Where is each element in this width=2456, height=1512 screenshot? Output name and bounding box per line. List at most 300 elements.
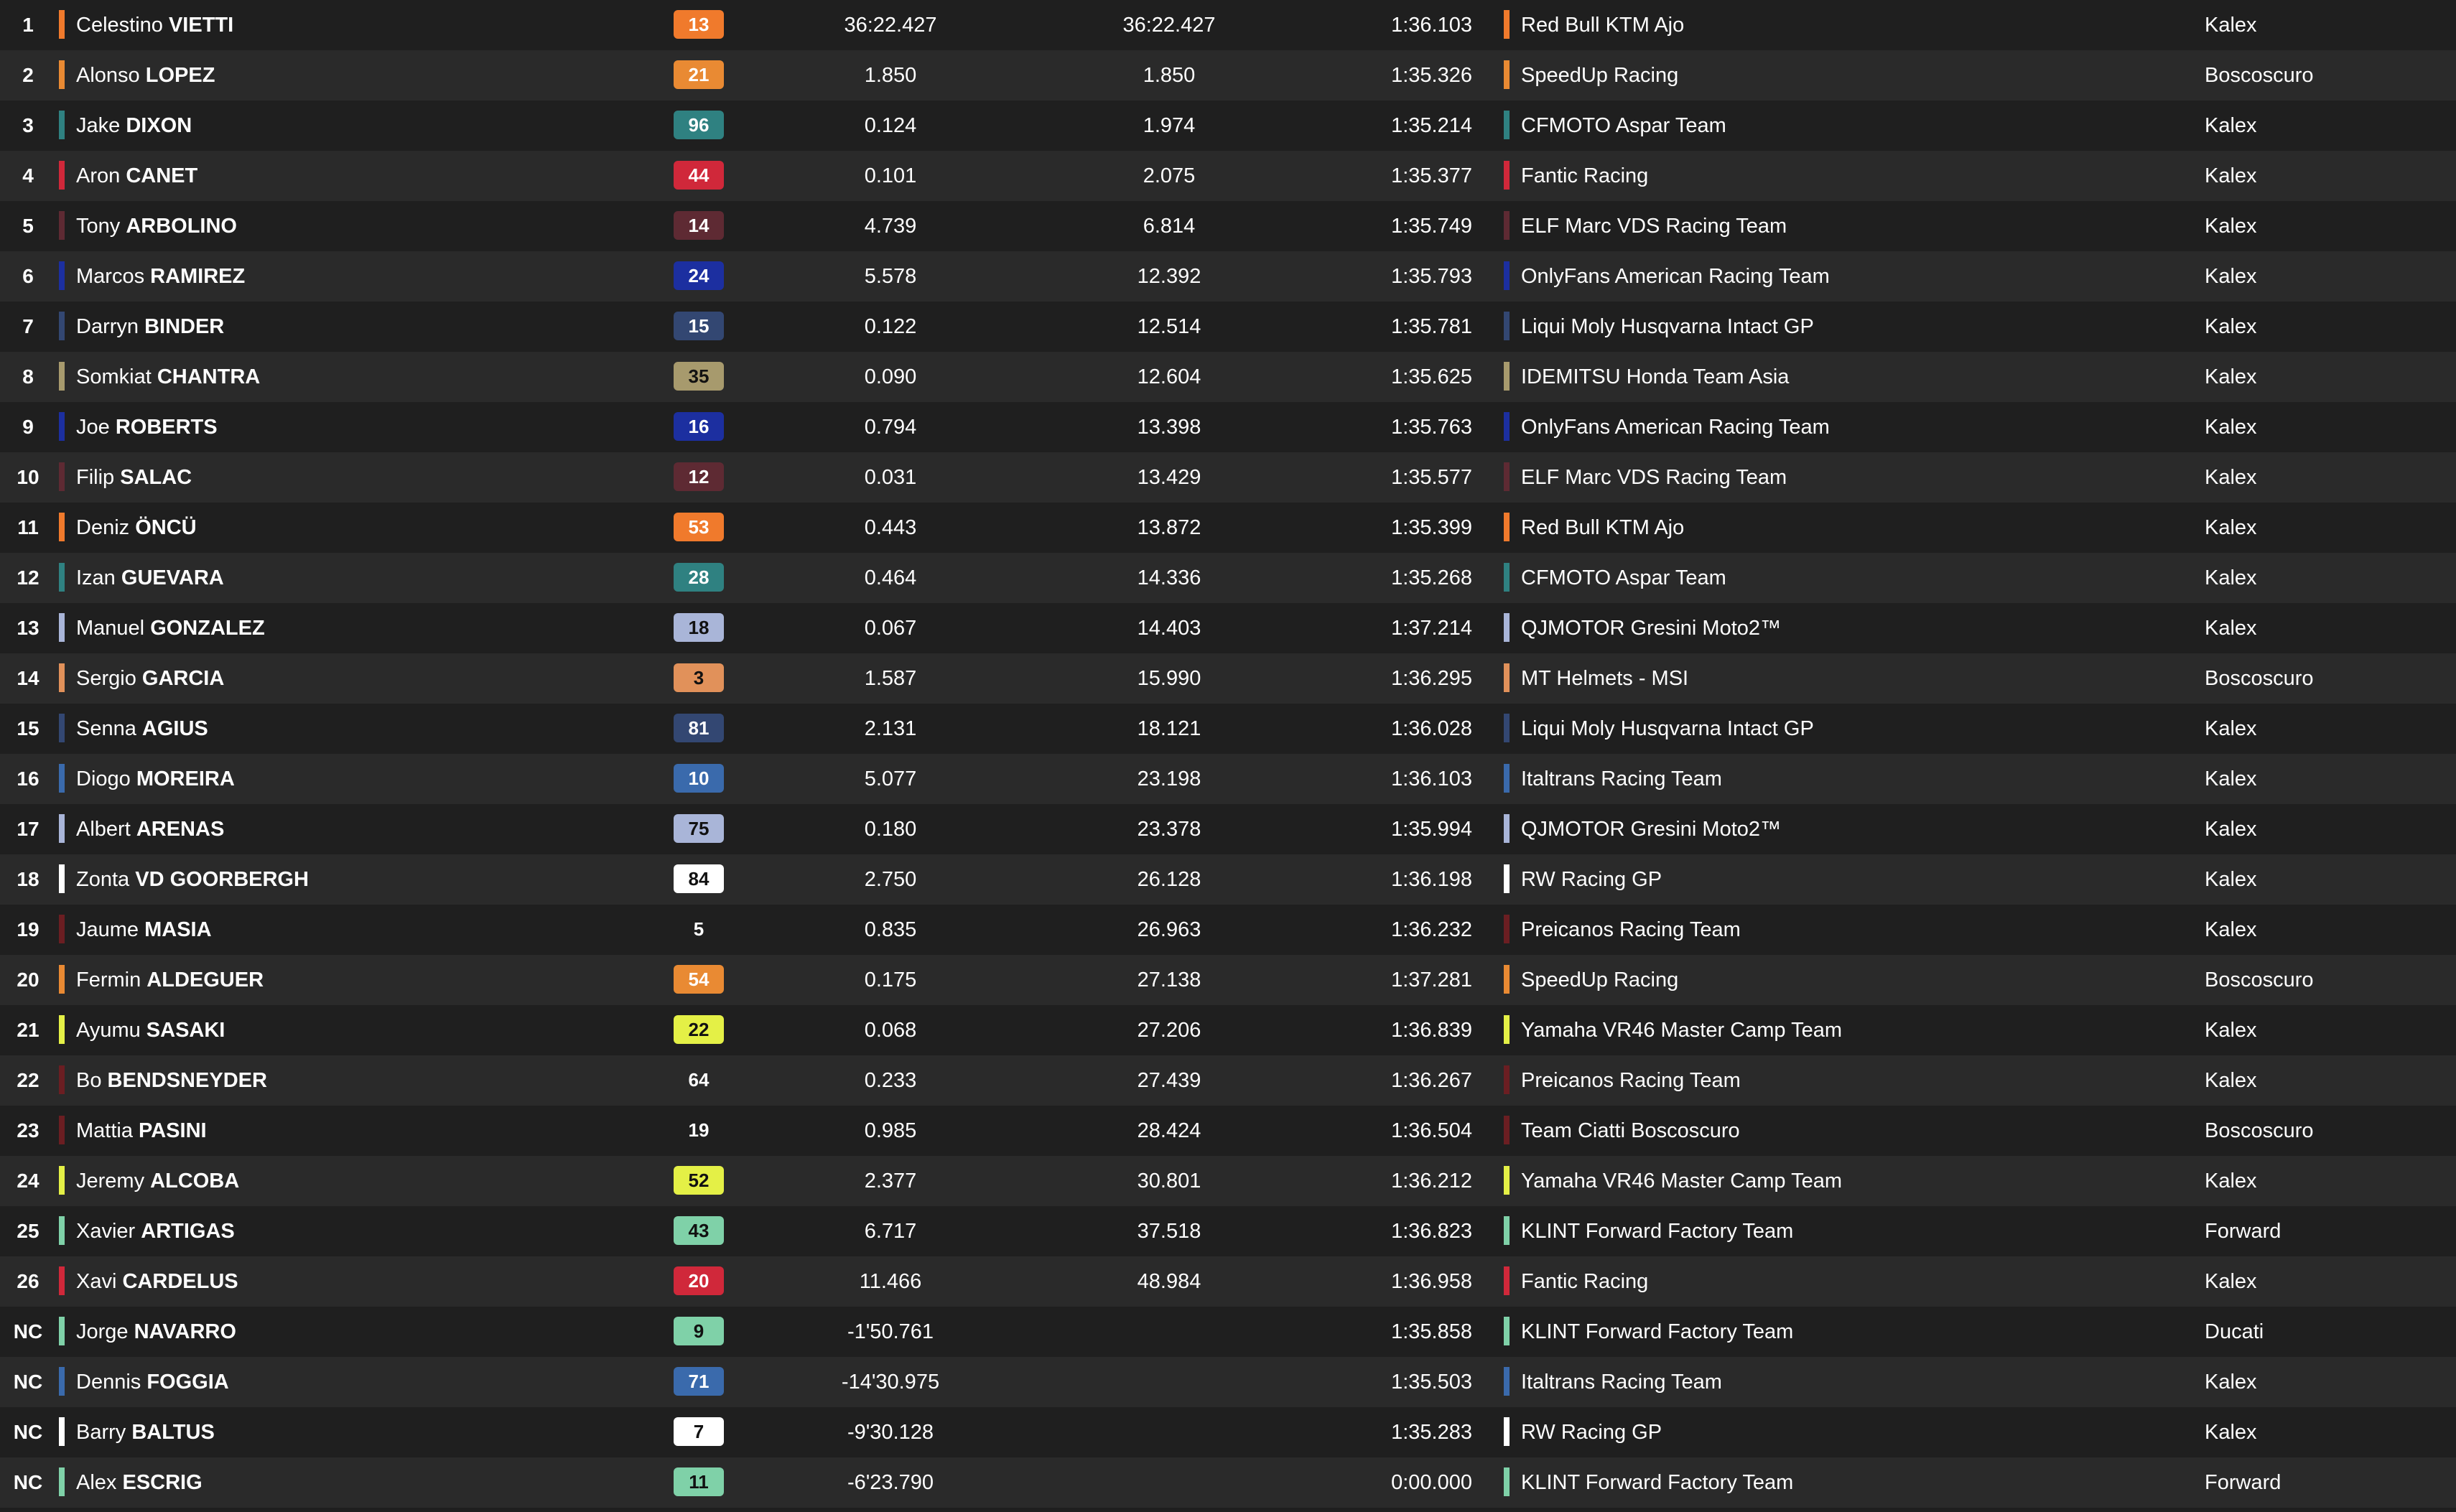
rider-number-badge: 21 (674, 60, 724, 89)
rider-last-name: FOGGIA (146, 1371, 229, 1394)
best-lap: 1:36.103 (1391, 767, 1472, 790)
rider-number-cell (674, 352, 724, 402)
team-label: CFMOTO Aspar Team (1521, 114, 1726, 137)
rider-name[interactable] (59, 1055, 605, 1106)
table-row[interactable] (0, 1005, 2456, 1055)
rider-last-name: ARENAS (136, 818, 225, 841)
rider-number-cell (674, 1106, 724, 1156)
team-label: OnlyFans American Racing Team (1521, 416, 1830, 439)
gap-to-leader (1097, 1457, 1241, 1508)
best-lap: 1:35.214 (1391, 114, 1472, 137)
team-label: SpeedUp Racing (1521, 969, 1679, 991)
team-name[interactable] (1504, 1156, 2179, 1206)
gap-to-previous: -1'50.761 (847, 1320, 934, 1343)
gap-to-previous: 1.850 (864, 64, 917, 87)
constructor: Kalex (2205, 1069, 2257, 1092)
gap-to-previous: 0.122 (864, 315, 917, 338)
team-color-bar (59, 864, 65, 893)
rider-last-name: ALDEGUER (146, 969, 264, 991)
gap-to-previous: 0.068 (864, 1019, 917, 1042)
rider-first-name: Celestino (76, 14, 163, 37)
table-row[interactable] (0, 503, 2456, 553)
team-color-bar (1504, 1116, 1510, 1144)
rider-name[interactable] (59, 955, 605, 1005)
team-color-bar (1504, 1216, 1510, 1245)
rider-name[interactable] (59, 151, 605, 201)
team-name[interactable] (1504, 452, 2179, 503)
constructor: Boscoscuro (2205, 1119, 2314, 1142)
rider-number-badge: 28 (674, 563, 724, 592)
constructor: Kalex (2205, 818, 2257, 841)
gap-to-leader: 23.198 (1137, 767, 1201, 790)
rider-name[interactable] (59, 251, 605, 302)
constructor: Kalex (2205, 516, 2257, 539)
rider-number-cell (674, 553, 724, 603)
team-color-bar (59, 60, 65, 89)
table-row[interactable] (0, 1407, 2456, 1457)
rider-number-badge: 19 (688, 1119, 710, 1142)
gap-to-leader: 12.514 (1137, 315, 1201, 338)
team-color-bar (59, 965, 65, 994)
gap-to-leader: 13.872 (1137, 516, 1201, 539)
team-color-bar (59, 764, 65, 793)
rider-number-badge: 43 (674, 1216, 724, 1245)
table-row[interactable] (0, 0, 2456, 50)
gap-to-previous: 0.101 (864, 164, 917, 187)
gap-to-previous: 2.750 (864, 868, 917, 891)
rider-name[interactable] (59, 754, 605, 804)
team-color-bar (59, 10, 65, 39)
rider-name[interactable] (59, 0, 605, 50)
table-row[interactable] (0, 553, 2456, 603)
position: NC (13, 1320, 43, 1343)
team-label: ELF Marc VDS Racing Team (1521, 466, 1787, 489)
team-color-bar (59, 1015, 65, 1044)
rider-number-cell (674, 955, 724, 1005)
team-color-bar (1504, 1015, 1510, 1044)
table-row[interactable] (0, 201, 2456, 251)
team-label: CFMOTO Aspar Team (1521, 566, 1726, 589)
rider-last-name: RAMIREZ (150, 265, 246, 288)
best-lap: 1:36.504 (1391, 1119, 1472, 1142)
table-row[interactable] (0, 854, 2456, 905)
rider-name[interactable] (59, 1206, 605, 1256)
team-color-bar (59, 362, 65, 391)
team-label: Fantic Racing (1521, 1270, 1649, 1293)
rider-last-name: MASIA (144, 918, 212, 941)
gap-to-previous: 2.131 (864, 717, 917, 740)
position: 17 (17, 818, 39, 840)
gap-to-leader: 27.439 (1137, 1069, 1201, 1092)
team-color-bar (1504, 764, 1510, 793)
team-label: IDEMITSU Honda Team Asia (1521, 365, 1790, 388)
position: NC (13, 1421, 43, 1443)
team-color-bar (1504, 211, 1510, 240)
team-color-bar (59, 1266, 65, 1295)
rider-first-name: Zonta (76, 868, 130, 891)
constructor: Kalex (2205, 1371, 2257, 1394)
rider-first-name: Dennis (76, 1371, 141, 1394)
rider-name[interactable] (59, 302, 605, 352)
rider-last-name: AGIUS (141, 717, 208, 740)
team-name[interactable] (1504, 302, 2179, 352)
gap-to-leader: 1.974 (1143, 114, 1196, 137)
rider-last-name: ESCRIG (122, 1471, 203, 1494)
rider-number-cell (674, 151, 724, 201)
rider-last-name: ROBERTS (115, 416, 218, 439)
rider-name[interactable] (59, 553, 605, 603)
best-lap: 1:36.267 (1391, 1069, 1472, 1092)
rider-name[interactable] (59, 201, 605, 251)
best-lap: 1:36.028 (1391, 717, 1472, 740)
constructor: Kalex (2205, 14, 2257, 37)
team-label: KLINT Forward Factory Team (1521, 1220, 1794, 1243)
rider-first-name: Jorge (76, 1320, 129, 1343)
gap-to-leader: 27.206 (1137, 1019, 1201, 1042)
rider-last-name: ALCOBA (150, 1170, 240, 1193)
table-row[interactable] (0, 452, 2456, 503)
rider-first-name: Xavi (76, 1270, 117, 1293)
team-name[interactable] (1504, 151, 2179, 201)
position: 4 (22, 164, 34, 187)
position: 15 (17, 717, 39, 739)
rider-number-badge: 11 (674, 1467, 724, 1496)
constructor: Boscoscuro (2205, 969, 2314, 991)
team-color-bar (59, 412, 65, 441)
rider-first-name: Fermin (76, 969, 141, 991)
best-lap: 1:35.994 (1391, 818, 1472, 841)
rider-last-name: BENDSNEYDER (107, 1069, 267, 1092)
rider-number-cell (674, 1457, 724, 1508)
rider-name[interactable] (59, 804, 605, 854)
rider-first-name: Jake (76, 114, 121, 137)
constructor: Kalex (2205, 1270, 2257, 1293)
team-name[interactable] (1504, 503, 2179, 553)
rider-number-badge: 52 (674, 1166, 724, 1195)
team-color-bar (1504, 714, 1510, 742)
team-color-bar (1504, 1367, 1510, 1396)
team-color-bar (1504, 1266, 1510, 1295)
rider-first-name: Darryn (76, 315, 139, 338)
table-row[interactable] (0, 1206, 2456, 1256)
rider-name[interactable] (59, 50, 605, 101)
team-name[interactable] (1504, 1357, 2179, 1407)
gap-to-leader: 27.138 (1137, 969, 1201, 991)
best-lap: 1:35.326 (1391, 64, 1472, 87)
table-row[interactable] (0, 151, 2456, 201)
table-row[interactable] (0, 704, 2456, 754)
gap-to-previous: 0.090 (864, 365, 917, 388)
team-color-bar (1504, 10, 1510, 39)
position: 11 (17, 516, 39, 538)
rider-name[interactable] (59, 101, 605, 151)
table-row[interactable] (0, 1156, 2456, 1206)
rider-last-name: SASAKI (146, 1019, 225, 1042)
team-name[interactable] (1504, 201, 2179, 251)
rider-first-name: Marcos (76, 265, 145, 288)
gap-to-leader: 26.128 (1137, 868, 1201, 891)
position: 1 (22, 14, 34, 36)
team-name[interactable] (1504, 1407, 2179, 1457)
gap-to-leader: 26.963 (1137, 918, 1201, 941)
team-label: QJMOTOR Gresini Moto2™ (1521, 617, 1782, 640)
rider-name[interactable] (59, 1005, 605, 1055)
team-name[interactable] (1504, 50, 2179, 101)
table-row[interactable] (0, 603, 2456, 653)
team-color-bar (1504, 362, 1510, 391)
table-row[interactable] (0, 804, 2456, 854)
rider-last-name: LOPEZ (145, 64, 215, 87)
table-row[interactable] (0, 1055, 2456, 1106)
team-name[interactable] (1504, 754, 2179, 804)
constructor: Kalex (2205, 617, 2257, 640)
gap-to-previous: 5.077 (864, 767, 917, 790)
rider-number-badge: 14 (674, 211, 724, 240)
table-row[interactable] (0, 905, 2456, 955)
rider-number-badge: 15 (674, 312, 724, 340)
team-color-bar (59, 1367, 65, 1396)
team-label: Preicanos Racing Team (1521, 918, 1741, 941)
gap-to-leader: 12.604 (1137, 365, 1201, 388)
team-label: OnlyFans American Racing Team (1521, 265, 1830, 288)
team-color-bar (59, 663, 65, 692)
team-name[interactable] (1504, 854, 2179, 905)
constructor: Kalex (2205, 717, 2257, 740)
gap-to-leader (1097, 1357, 1241, 1407)
gap-to-previous: 1.587 (864, 667, 917, 690)
team-name[interactable] (1504, 905, 2179, 955)
rider-first-name: Alex (76, 1471, 117, 1494)
team-color-bar (1504, 412, 1510, 441)
table-row[interactable] (0, 1256, 2456, 1307)
gap-to-leader: 13.398 (1137, 416, 1201, 439)
team-name[interactable] (1504, 402, 2179, 452)
team-name[interactable] (1504, 1206, 2179, 1256)
gap-to-leader: 28.424 (1137, 1119, 1201, 1142)
rider-first-name: Jeremy (76, 1170, 145, 1193)
best-lap: 1:36.295 (1391, 667, 1472, 690)
rider-name[interactable] (59, 1357, 605, 1407)
team-color-bar (59, 814, 65, 843)
rider-name[interactable] (59, 1407, 605, 1457)
gap-to-leader: 23.378 (1137, 818, 1201, 841)
team-name[interactable] (1504, 553, 2179, 603)
gap-to-previous: 0.124 (864, 114, 917, 137)
team-label: Italtrans Racing Team (1521, 1371, 1722, 1394)
rider-last-name: ARTIGAS (141, 1220, 235, 1243)
team-color-bar (59, 1317, 65, 1345)
rider-number-cell (674, 50, 724, 101)
constructor: Kalex (2205, 265, 2257, 288)
table-row[interactable] (0, 653, 2456, 704)
team-color-bar (59, 1216, 65, 1245)
table-row[interactable] (0, 352, 2456, 402)
table-row[interactable] (0, 402, 2456, 452)
constructor: Ducati (2205, 1320, 2264, 1343)
team-name[interactable] (1504, 704, 2179, 754)
rider-name[interactable] (59, 704, 605, 754)
team-color-bar (59, 613, 65, 642)
rider-number-badge: 75 (674, 814, 724, 843)
team-name[interactable] (1504, 955, 2179, 1005)
position: 19 (17, 918, 39, 941)
table-row[interactable] (0, 754, 2456, 804)
team-label: QJMOTOR Gresini Moto2™ (1521, 818, 1782, 841)
position: 12 (17, 566, 39, 589)
rider-number-cell (674, 804, 724, 854)
team-name[interactable] (1504, 251, 2179, 302)
constructor: Kalex (2205, 164, 2257, 187)
rider-first-name: Filip (76, 466, 115, 489)
team-color-bar (59, 161, 65, 190)
rider-first-name: Somkiat (76, 365, 152, 388)
team-name[interactable] (1504, 804, 2179, 854)
team-color-bar (1504, 613, 1510, 642)
constructor: Kalex (2205, 466, 2257, 489)
gap-to-leader: 48.984 (1137, 1270, 1201, 1293)
constructor: Kalex (2205, 918, 2257, 941)
rider-number-badge: 18 (674, 613, 724, 642)
position: 18 (17, 868, 39, 890)
gap-to-previous: 0.985 (864, 1119, 917, 1142)
team-name[interactable] (1504, 101, 2179, 151)
table-row[interactable] (0, 1357, 2456, 1407)
team-color-bar (59, 915, 65, 943)
table-row[interactable] (0, 1307, 2456, 1357)
rider-name[interactable] (59, 603, 605, 653)
rider-name[interactable] (59, 653, 605, 704)
table-row[interactable] (0, 302, 2456, 352)
team-color-bar (1504, 161, 1510, 190)
gap-to-previous: 0.180 (864, 818, 917, 841)
team-label: Yamaha VR46 Master Camp Team (1521, 1019, 1843, 1042)
rider-name[interactable] (59, 1156, 605, 1206)
table-row[interactable] (0, 1106, 2456, 1156)
rider-first-name: Bo (76, 1069, 102, 1092)
rider-first-name: Barry (76, 1421, 126, 1444)
gap-to-previous: 0.067 (864, 617, 917, 640)
rider-last-name: CARDELUS (122, 1270, 238, 1293)
rider-first-name: Diogo (76, 767, 131, 790)
constructor: Boscoscuro (2205, 64, 2314, 87)
team-name[interactable] (1504, 653, 2179, 704)
rider-first-name: Joe (76, 416, 110, 439)
team-name[interactable] (1504, 352, 2179, 402)
rider-number-badge: 10 (674, 764, 724, 793)
gap-to-leader (1097, 1307, 1241, 1357)
gap-to-leader: 30.801 (1137, 1170, 1201, 1193)
best-lap: 1:35.268 (1391, 566, 1472, 589)
rider-name[interactable] (59, 1457, 605, 1508)
rider-number-badge: 24 (674, 261, 724, 290)
position: 3 (22, 114, 34, 136)
rider-number-badge: 54 (674, 965, 724, 994)
rider-number-cell (674, 1055, 724, 1106)
team-label: KLINT Forward Factory Team (1521, 1471, 1794, 1494)
rider-last-name: VIETTI (168, 14, 234, 37)
rider-name[interactable] (59, 452, 605, 503)
position: 7 (22, 315, 34, 337)
rider-first-name: Albert (76, 818, 131, 841)
constructor: Kalex (2205, 1019, 2257, 1042)
team-name[interactable] (1504, 1307, 2179, 1357)
best-lap: 1:36.232 (1391, 918, 1472, 941)
rider-name[interactable] (59, 503, 605, 553)
position: NC (13, 1371, 43, 1393)
table-row[interactable] (0, 251, 2456, 302)
rider-number-badge: 44 (674, 161, 724, 190)
team-color-bar (59, 261, 65, 290)
gap-to-leader: 14.336 (1137, 566, 1201, 589)
best-lap: 1:35.503 (1391, 1371, 1472, 1394)
rider-number-cell (674, 1407, 724, 1457)
rider-last-name: DIXON (126, 114, 192, 137)
team-name[interactable] (1504, 603, 2179, 653)
rider-number-badge: 20 (674, 1266, 724, 1295)
position: 26 (17, 1270, 39, 1292)
best-lap: 1:35.399 (1391, 516, 1472, 539)
gap-to-leader: 36:22.427 (1122, 14, 1216, 37)
gap-to-previous: 11.466 (859, 1270, 922, 1293)
constructor: Kalex (2205, 114, 2257, 137)
rider-name[interactable] (59, 1106, 605, 1156)
team-name[interactable] (1504, 1005, 2179, 1055)
rider-last-name: GARCIA (141, 667, 225, 690)
rider-name[interactable] (59, 905, 605, 955)
gap-to-previous: 4.739 (864, 215, 917, 238)
team-color-bar (1504, 915, 1510, 943)
rider-number-cell (674, 854, 724, 905)
rider-name[interactable] (59, 1256, 605, 1307)
best-lap: 1:36.103 (1391, 14, 1472, 37)
table-row[interactable] (0, 1457, 2456, 1508)
team-color-bar (1504, 1166, 1510, 1195)
team-color-bar (59, 1116, 65, 1144)
rider-name[interactable] (59, 1307, 605, 1357)
rider-first-name: Ayumu (76, 1019, 141, 1042)
team-name[interactable] (1504, 1106, 2179, 1156)
rider-last-name: GONZALEZ (150, 617, 265, 640)
rider-number-cell (674, 1156, 724, 1206)
rider-number-badge: 13 (674, 10, 724, 39)
rider-name[interactable] (59, 352, 605, 402)
team-color-bar (1504, 513, 1510, 541)
team-color-bar (1504, 60, 1510, 89)
team-label: RW Racing GP (1521, 868, 1662, 891)
team-name[interactable] (1504, 0, 2179, 50)
team-label: Red Bull KTM Ajo (1521, 516, 1685, 539)
rider-name[interactable] (59, 854, 605, 905)
constructor: Boscoscuro (2205, 667, 2314, 690)
position: 2 (22, 64, 34, 86)
team-label: Italtrans Racing Team (1521, 767, 1722, 790)
best-lap: 0:00.000 (1391, 1471, 1472, 1494)
constructor: Kalex (2205, 315, 2257, 338)
table-row[interactable] (0, 50, 2456, 101)
team-name[interactable] (1504, 1256, 2179, 1307)
position: 10 (17, 466, 39, 488)
team-name[interactable] (1504, 1055, 2179, 1106)
gap-to-previous: 0.464 (864, 566, 917, 589)
rider-number-cell (674, 503, 724, 553)
rider-name[interactable] (59, 402, 605, 452)
table-row[interactable] (0, 955, 2456, 1005)
rider-number-badge: 7 (674, 1417, 724, 1446)
rider-first-name: Deniz (76, 516, 130, 539)
table-row[interactable] (0, 101, 2456, 151)
team-name[interactable] (1504, 1457, 2179, 1508)
best-lap: 1:35.781 (1391, 315, 1472, 338)
